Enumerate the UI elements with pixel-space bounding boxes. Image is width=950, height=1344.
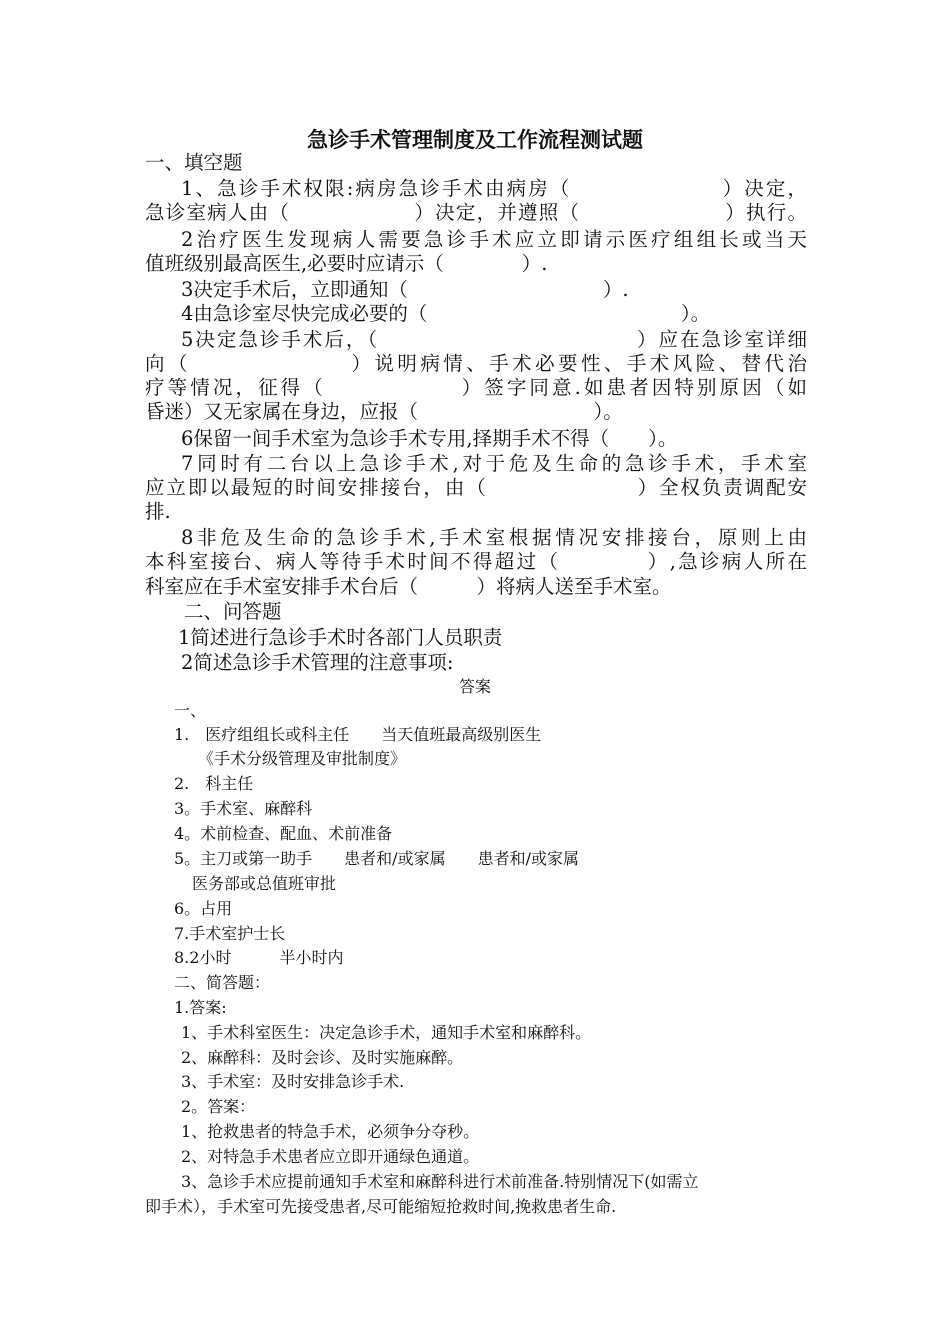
question-1-line-1: 1、急诊手术权限:病房急诊手术由病房（ ）决定， [181, 177, 807, 200]
answer-7: 7.手术室护士长 [174, 924, 286, 943]
question-7-line-3: 排. [145, 500, 171, 523]
question-5-line-3: 疗等情况，征得（ ）签字同意.如患者因特别原因（如 [145, 376, 807, 399]
answer-b2-item-2: 2、对特急手术患者应立即开通绿色通道。 [181, 1147, 480, 1166]
question-5-line-1: 5决定急诊手术后，（ ）应在急诊室详细 [181, 328, 807, 351]
answer-b2-item-3-line-1: 3、急诊手术应提前通知手术室和麻醉科进行术前准备.特别情况下(如需立 [181, 1172, 699, 1191]
answer-b1-item-3: 3、手术室：及时安排急诊手术. [181, 1072, 405, 1091]
question-7-line-2: 应立即以最短的时间安排接台，由（ ）全权负责调配安 [145, 476, 807, 499]
answer-2: 2. 科主任 [174, 774, 254, 793]
answer-1-line-2: 《手术分级管理及审批制度》 [198, 749, 407, 768]
answer-4: 4。术前检查、配血、术前准备 [174, 824, 393, 843]
answer-6: 6。占用 [174, 899, 233, 918]
question-8-line-1: 8非危及生命的急诊手术,手术室根据情况安排接台，原则上由 [181, 526, 807, 549]
question-2-line-2: 值班级别最高医生,必要时应请示（ ）. [145, 252, 548, 275]
question-8-line-3: 科室应在手术室安排手术台后（ ）将病人送至手术室。 [145, 575, 672, 598]
answers-heading: 答案 [458, 677, 491, 696]
section-fill-blank-heading: 一、填空题 [145, 151, 243, 174]
question-7-line-1: 7同时有二台以上急诊手术,对于危及生命的急诊手术，手术室 [181, 452, 807, 475]
answer-1-line-1: 1. 医疗组组长或科主任 当天值班最高级别医生 [174, 725, 542, 744]
question-2-line-1: 2治疗医生发现病人需要急诊手术应立即请示医疗组组长或当天 [181, 228, 807, 251]
answers-section-2-label: 二、简答题： [174, 973, 271, 992]
short-answer-question-2: 2简述急诊手术管理的注意事项: [181, 651, 454, 674]
answer-b2-heading: 2。答案： [181, 1097, 256, 1116]
question-4: 4由急诊室尽快完成必要的（ ）。 [181, 302, 711, 325]
answer-b2-item-3-line-2: 即手术），手术室可先接受患者,尽可能缩短抢救时间,挽救患者生命. [145, 1197, 617, 1216]
question-5-line-4: 昏迷）又无家属在身边，应报（ ）。 [145, 400, 623, 423]
answer-b1-item-2: 2、麻醉科：及时会诊、及时实施麻醉。 [181, 1048, 464, 1067]
answer-b1-item-1: 1、手术科室医生：决定急诊手术，通知手术室和麻醉科。 [181, 1023, 592, 1042]
question-5-line-2: 向（ ）说明病情、手术必要性、手术风险、替代治 [145, 352, 807, 375]
answer-8: 8.2小时 半小时内 [174, 948, 344, 967]
answer-b1-heading: 1.答案: [174, 998, 227, 1017]
document-title: 急诊手术管理制度及工作流程测试题 [307, 128, 643, 152]
answer-b2-item-1: 1、抢救患者的特急手术，必须争分夺秒。 [181, 1122, 480, 1141]
question-8-line-2: 本科室接台、病人等待手术时间不得超过（ ）,急诊病人所在 [145, 550, 807, 573]
answers-section-1-label: 一、 [174, 701, 207, 720]
answer-3: 3。手术室、麻醉科 [174, 799, 313, 818]
question-1-line-2: 急诊室病人由（ ）决定，并遵照（ ）执行。 [145, 201, 807, 224]
answer-5-line-1: 5。主刀或第一助手 患者和/或家属 患者和/或家属 [174, 849, 579, 868]
question-6: 6保留一间手术室为急诊手术专用,择期手术不得（ ）。 [181, 427, 678, 450]
short-answer-question-1: 1简述进行急诊手术时各部门人员职责 [178, 626, 503, 649]
section-short-answer-heading: 二、问答题 [184, 600, 282, 623]
question-3: 3决定手术后，立即通知（ ）. [181, 278, 629, 301]
answer-5-line-2: 医务部或总值班审批 [192, 874, 337, 893]
